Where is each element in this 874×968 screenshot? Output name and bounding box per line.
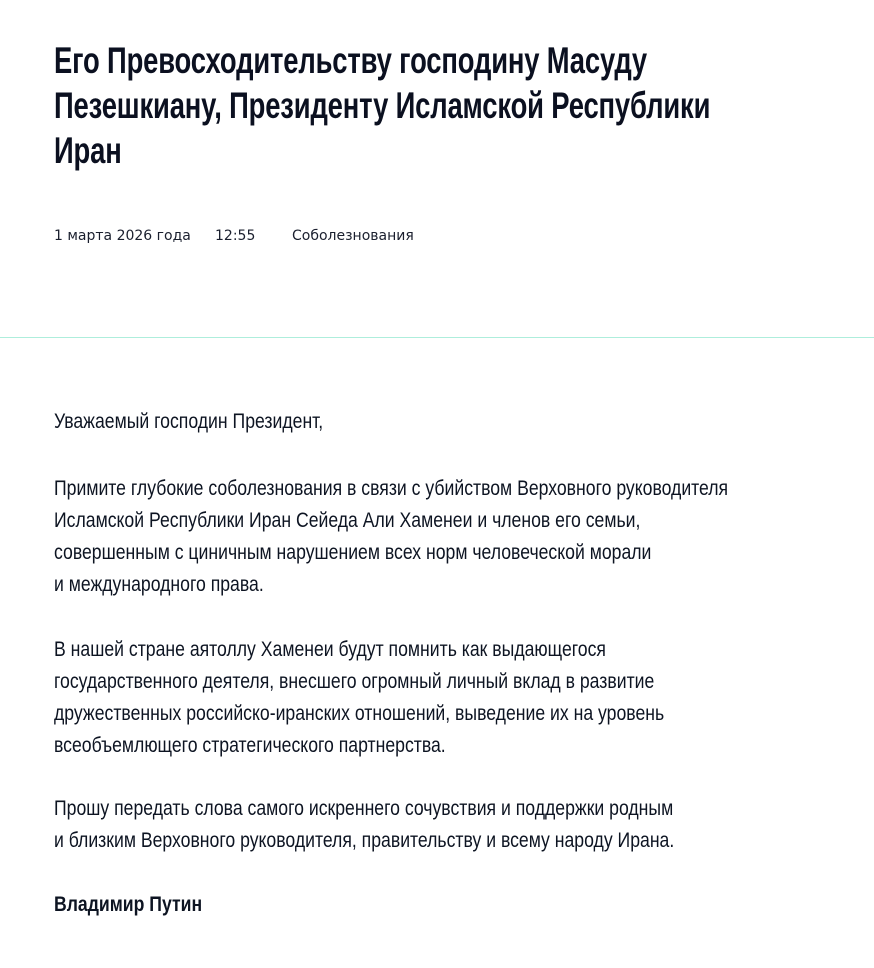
- paragraph-sympathy: [54, 792, 674, 856]
- signature-name: Владимир Путин: [54, 892, 203, 916]
- category-link[interactable]: Соболезнования: [292, 228, 414, 244]
- header-divider: [0, 337, 874, 338]
- paragraph-line: Примите глубокие соболезнования в связи с убийством Верховного руководителя: [54, 476, 729, 500]
- signature: [54, 888, 202, 920]
- page-title: [54, 38, 794, 173]
- paragraph-line: Исламской Республики Иран Сейеда Али Хаменеи и членов его семьи,: [54, 508, 641, 532]
- greeting-text: Уважаемый господин Президент,: [54, 409, 324, 433]
- document-header: [0, 0, 874, 338]
- paragraph-line: и международного права.: [54, 572, 264, 596]
- paragraph-line: всеобъемлющего стратегического партнерства.: [54, 733, 446, 757]
- publish-time: 12:55: [215, 228, 256, 244]
- greeting: [54, 405, 323, 437]
- paragraph-condolences: [54, 472, 728, 600]
- paragraph-line: В нашей стране аятоллу Хаменеи будут помнить как выдающегося: [54, 637, 606, 661]
- paragraph-line: и близким Верховного руководителя, правительству и всему народу Ирана.: [54, 828, 675, 852]
- paragraph-line: Прошу передать слова самого искреннего сочувствия и поддержки родным: [54, 796, 674, 820]
- paragraph-line: государственного деятеля, внесшего огромный личный вклад в развитие: [54, 669, 655, 693]
- paragraph-line: совершенным с циничным нарушением всех норм человеческой морали: [54, 540, 652, 564]
- title-line: Пезешкиану, Президенту Исламской Республики: [54, 85, 711, 126]
- paragraph-line: дружественных российско-иранских отношений, выведение их на уровень: [54, 701, 665, 725]
- paragraph-remembrance: [54, 633, 664, 761]
- title-line: Его Превосходительству господину Масуду: [54, 40, 648, 81]
- publish-date: 1 марта 2026 года: [54, 228, 191, 244]
- title-line: Иран: [54, 130, 122, 171]
